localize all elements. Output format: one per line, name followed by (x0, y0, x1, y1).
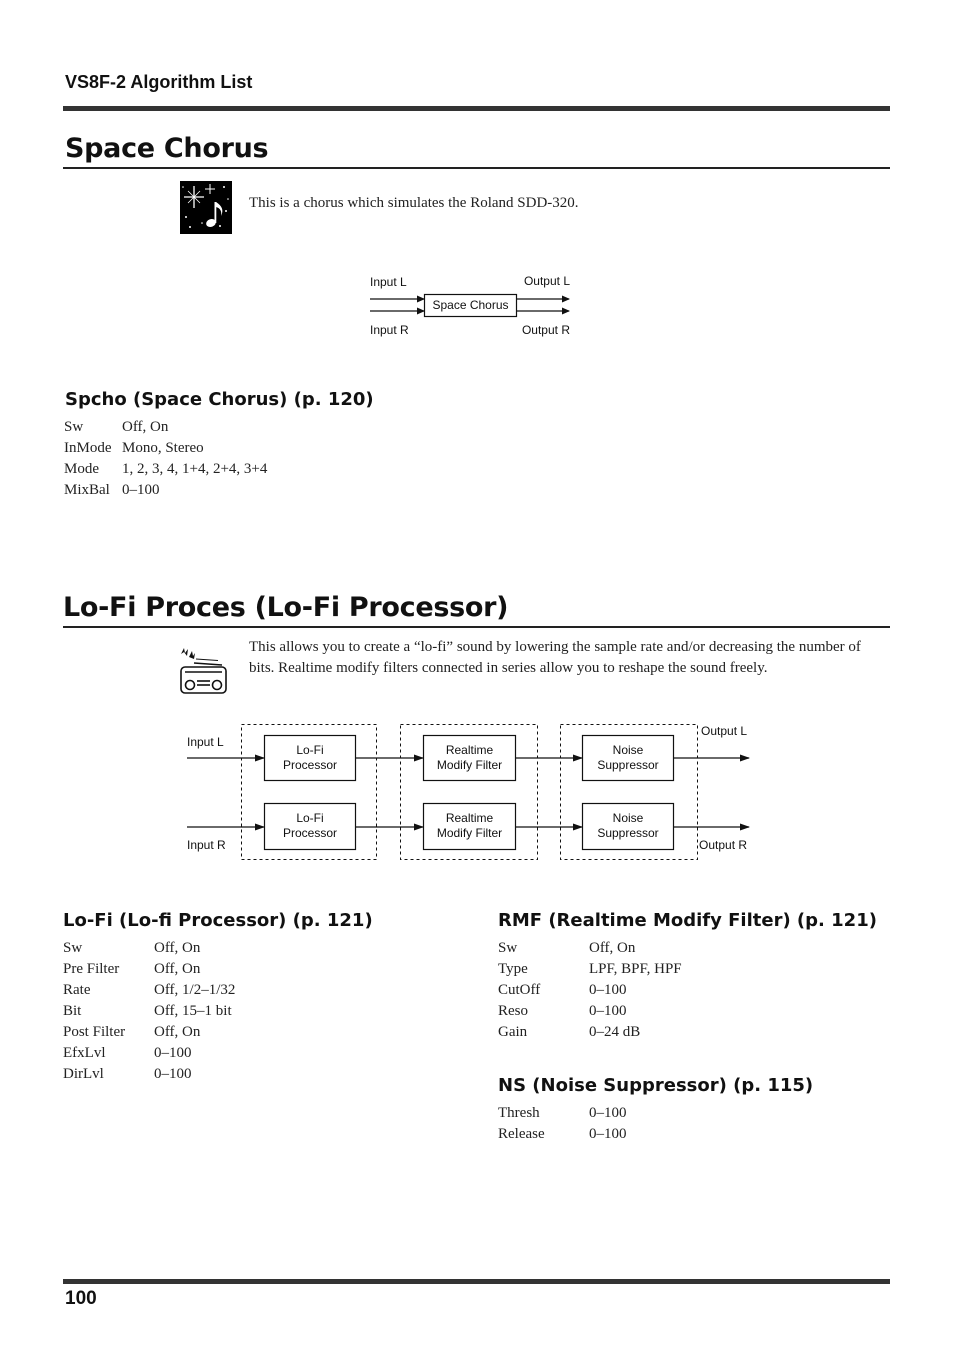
param-value: 0–100 (589, 982, 627, 998)
param-name: MixBal (64, 482, 110, 498)
param-row (498, 959, 682, 980)
footer-rule (63, 1279, 890, 1284)
param-row (64, 438, 267, 459)
sc-input-r-label: Input R (370, 323, 409, 337)
rmf-params-table (498, 938, 682, 1043)
space-chorus-title: Space Chorus (65, 133, 269, 164)
space-chorus-icon (180, 181, 232, 234)
param-name: Pre Filter (63, 961, 120, 977)
rmf-block-l-line1: Realtime (445, 743, 494, 757)
running-head: VS8F-2 Algorithm List (65, 72, 253, 92)
rmf-block-l-line2: Modify Filter (436, 758, 503, 772)
param-name: EfxLvl (63, 1045, 106, 1061)
param-value: Off, 1/2–1/32 (154, 982, 236, 998)
sc-output-r-label: Output R (521, 323, 570, 337)
param-name: Sw (64, 419, 84, 435)
lofi-input-r-label: Input R (187, 838, 226, 852)
sc-block-label: Space Chorus (432, 298, 509, 312)
space-chorus-diagram (360, 266, 590, 346)
lofi-params-table (63, 938, 235, 1085)
param-row (63, 1043, 235, 1064)
ns-params-title: NS (Noise Suppressor) (p. 115) (498, 1075, 814, 1096)
param-name: Sw (498, 940, 518, 956)
param-value: 0–100 (589, 1105, 627, 1121)
param-value: LPF, BPF, HPF (589, 961, 682, 977)
param-name: Type (498, 961, 528, 977)
lofi-block-r-line1: Lo-Fi (296, 811, 324, 825)
param-value: Off, On (589, 940, 636, 956)
param-value: Mono, Stereo (122, 440, 204, 456)
param-value: Off, On (122, 419, 169, 435)
lofi-output-l-label: Output L (701, 724, 748, 738)
param-name: Sw (63, 940, 83, 956)
sc-input-l-label: Input L (370, 275, 407, 289)
param-row (63, 959, 235, 980)
ns-block-l-line2: Suppressor (597, 758, 659, 772)
space-chorus-description: This is a chorus which simulates the Roland SDD-320. (249, 195, 579, 211)
spcho-params-table (64, 417, 267, 501)
sc-output-l-label: Output L (523, 274, 570, 288)
param-value: 0–100 (122, 482, 160, 498)
param-row (63, 1022, 235, 1043)
header-rule (63, 106, 890, 111)
param-row (498, 1001, 682, 1022)
radio-icon (178, 645, 230, 697)
param-name: Mode (64, 461, 99, 477)
ns-params-table (498, 1103, 627, 1145)
param-name: Rate (63, 982, 91, 998)
page-number: 100 (65, 1288, 97, 1309)
param-row (63, 980, 235, 1001)
lofi-block-l-line2: Processor (282, 758, 338, 772)
lofi-diagram (180, 718, 770, 868)
param-value: Off, On (154, 1024, 201, 1040)
param-value: Off, On (154, 940, 201, 956)
param-value: Off, 15–1 bit (154, 1003, 232, 1019)
param-row (64, 459, 267, 480)
param-value: Off, On (154, 961, 201, 977)
lofi-block-r-line2: Processor (282, 826, 338, 840)
lofi-params-title: Lo-Fi (Lo-fi Processor) (p. 121) (63, 910, 373, 931)
param-row (64, 480, 267, 501)
param-name: Reso (498, 1003, 528, 1019)
param-name: Bit (63, 1003, 82, 1019)
param-value: 0–100 (589, 1126, 627, 1142)
param-value: 0–24 dB (589, 1024, 641, 1040)
param-name: InMode (64, 440, 112, 456)
lofi-description: This allows you to create a “lo-fi” sound by lowering the sample rate and/or decreasing the number of bits. Realtime modify filters connected in series allow you to reshape the sound freely. (249, 639, 861, 676)
param-name: CutOff (498, 982, 541, 998)
param-row (498, 1124, 627, 1145)
rmf-block-r-line2: Modify Filter (436, 826, 503, 840)
param-row (63, 938, 235, 959)
param-value: 1, 2, 3, 4, 1+4, 2+4, 3+4 (122, 461, 268, 477)
lofi-output-r-label: Output R (699, 838, 748, 852)
param-row (498, 938, 682, 959)
param-name: Release (498, 1126, 545, 1142)
lofi-rule (63, 626, 890, 628)
param-row (498, 1103, 627, 1124)
param-name: Thresh (498, 1105, 540, 1121)
param-name: Gain (498, 1024, 528, 1040)
param-row (498, 1022, 682, 1043)
lofi-title: Lo-Fi Proces (Lo-Fi Processor) (63, 592, 509, 623)
lofi-block-l-line1: Lo-Fi (296, 743, 324, 757)
rmf-block-r-line1: Realtime (445, 811, 494, 825)
ns-block-r-line2: Suppressor (597, 826, 659, 840)
lofi-input-l-label: Input L (187, 735, 224, 749)
space-chorus-rule (63, 167, 890, 169)
param-row (63, 1064, 235, 1085)
param-row (64, 417, 267, 438)
param-name: Post Filter (63, 1024, 126, 1040)
ns-block-l-line1: Noise (612, 743, 644, 757)
rmf-params-title: RMF (Realtime Modify Filter) (p. 121) (498, 910, 877, 931)
spcho-params-title: Spcho (Space Chorus) (p. 120) (65, 389, 374, 410)
param-row (498, 980, 682, 1001)
param-row (63, 1001, 235, 1022)
param-value: 0–100 (154, 1066, 192, 1082)
param-name: DirLvl (63, 1066, 104, 1082)
param-value: 0–100 (154, 1045, 192, 1061)
param-value: 0–100 (589, 1003, 627, 1019)
ns-block-r-line1: Noise (612, 811, 644, 825)
